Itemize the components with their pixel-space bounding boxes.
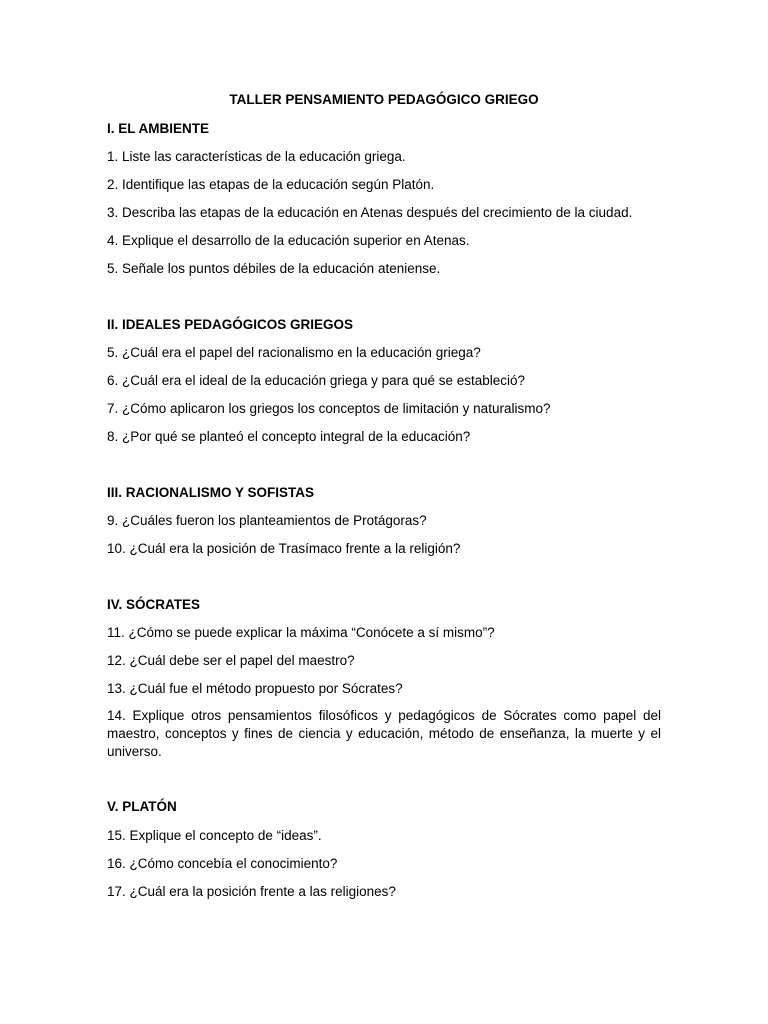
question-item: 11. ¿Cómo se puede explicar la máxima “Conócete a sí mismo”? [107,625,495,640]
question-item: 7. ¿Cómo aplicaron los griegos los conceptos de limitación y naturalismo? [107,401,551,416]
question-item: 15. Explique el concepto de “ideas”. [107,828,322,843]
document-title: TALLER PENSAMIENTO PEDAGÓGICO GRIEGO [229,92,539,107]
question-item: 13. ¿Cuál fue el método propuesto por Sócrates? [107,681,403,696]
section-heading-racionalismo: III. RACIONALISMO Y SOFISTAS [107,485,315,500]
question-item: 12. ¿Cuál debe ser el papel del maestro? [107,653,355,668]
question-item: 6. ¿Cuál era el ideal de la educación griega y para qué se estableció? [107,373,526,388]
question-item: 5. Señale los puntos débiles de la educación ateniense. [107,261,441,276]
question-item: 16. ¿Cómo concebía el conocimiento? [107,856,338,871]
question-item: 1. Liste las características de la educación griega. [107,149,406,164]
question-item: 4. Explique el desarrollo de la educación superior en Atenas. [107,233,470,248]
question-item: 9. ¿Cuáles fueron los planteamientos de Protágoras? [107,513,427,528]
question-item-paragraph: 14. Explique otros pensamientos filosóficos y pedagógicos de Sócrates como papel del maestro, conceptos y fines de ciencia y educación, método de enseñanza, la muerte y el universo. [107,708,661,759]
section-heading-ideales: II. IDEALES PEDAGÓGICOS GRIEGOS [107,317,354,332]
section-heading-platon: V. PLATÓN [107,799,177,814]
question-item: 3. Describa las etapas de la educación en Atenas después del crecimiento de la ciudad. [107,205,633,220]
question-item: 5. ¿Cuál era el papel del racionalismo en la educación griega? [107,345,481,360]
question-item: 17. ¿Cuál era la posición frente a las religiones? [107,884,396,899]
question-item: 8. ¿Por qué se planteó el concepto integral de la educación? [107,429,471,444]
question-item: 2. Identifique las etapas de la educación según Platón. [107,177,435,192]
question-item: 10. ¿Cuál era la posición de Trasímaco frente a la religión? [107,541,461,556]
section-heading-ambiente: I. EL AMBIENTE [107,121,210,136]
section-heading-socrates: IV. SÓCRATES [107,597,201,612]
